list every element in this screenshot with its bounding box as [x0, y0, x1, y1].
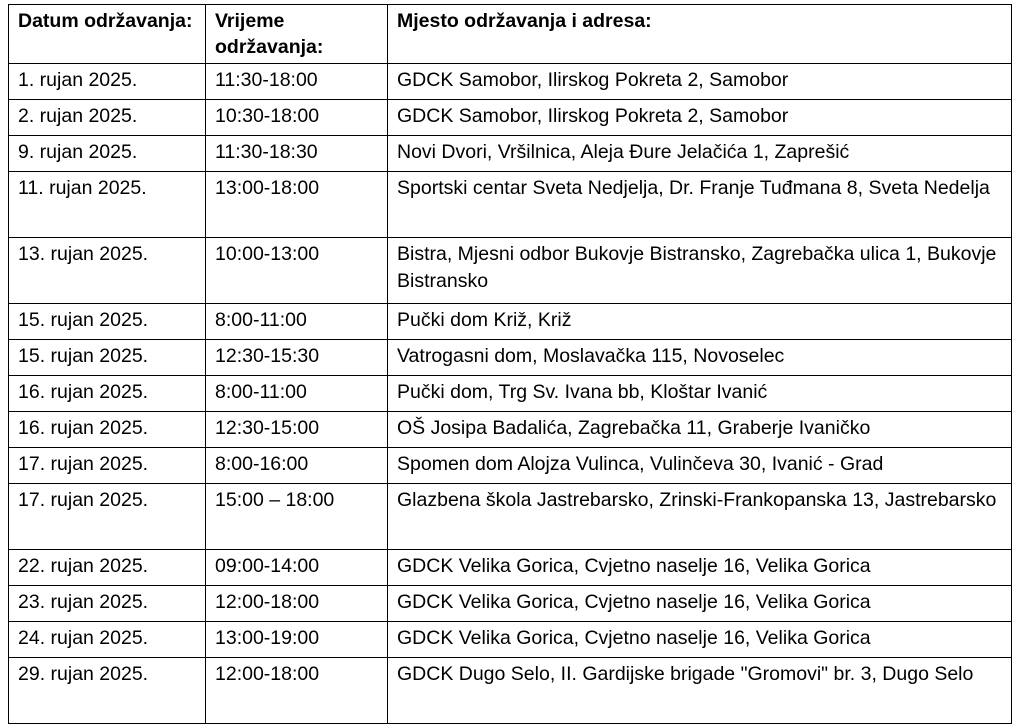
date-cell: 24. rujan 2025. [9, 622, 206, 658]
time-cell: 8:00-11:00 [206, 304, 388, 340]
header-time: Vrijeme održavanja: [206, 5, 388, 64]
place-cell: GDCK Velika Gorica, Cvjetno naselje 16, Velika Gorica [388, 586, 1012, 622]
header-date: Datum održavanja: [9, 5, 206, 64]
date-cell: 23. rujan 2025. [9, 586, 206, 622]
header-place: Mjesto održavanja i adresa: [388, 5, 1012, 64]
place-cell: GDCK Velika Gorica, Cvjetno naselje 16, Velika Gorica [388, 622, 1012, 658]
table-row [9, 484, 1012, 550]
table-row [9, 586, 1012, 622]
date-cell: 17. rujan 2025. [9, 484, 206, 550]
table-row [9, 64, 1012, 100]
table-row [9, 550, 1012, 586]
table-row [9, 100, 1012, 136]
date-cell: 15. rujan 2025. [9, 304, 206, 340]
table-row [9, 376, 1012, 412]
time-cell: 12:30-15:30 [206, 340, 388, 376]
date-cell: 29. rujan 2025. [9, 658, 206, 724]
place-cell: OŠ Josipa Badalića, Zagrebačka 11, Graberje Ivaničko [388, 412, 1012, 448]
time-cell: 12:00-18:00 [206, 586, 388, 622]
time-cell: 13:00-19:00 [206, 622, 388, 658]
table-row [9, 304, 1012, 340]
time-cell: 11:30-18:00 [206, 64, 388, 100]
place-cell: Bistra, Mjesni odbor Bukovje Bistransko, Zagrebačka ulica 1, Bukovje Bistransko [388, 238, 1012, 304]
date-cell: 16. rujan 2025. [9, 412, 206, 448]
place-cell: Novi Dvori, Vršilnica, Aleja Đure Jelačića 1, Zaprešić [388, 136, 1012, 172]
table-row [9, 238, 1012, 304]
place-cell: GDCK Dugo Selo, II. Gardijske brigade "Gromovi" br. 3, Dugo Selo [388, 658, 1012, 724]
table-row [9, 658, 1012, 724]
time-cell: 8:00-11:00 [206, 376, 388, 412]
date-cell: 16. rujan 2025. [9, 376, 206, 412]
date-cell: 9. rujan 2025. [9, 136, 206, 172]
time-cell: 09:00-14:00 [206, 550, 388, 586]
time-cell: 12:00-18:00 [206, 658, 388, 724]
table-row [9, 448, 1012, 484]
date-cell: 13. rujan 2025. [9, 238, 206, 304]
date-cell: 2. rujan 2025. [9, 100, 206, 136]
time-cell: 8:00-16:00 [206, 448, 388, 484]
table-row [9, 136, 1012, 172]
date-cell: 22. rujan 2025. [9, 550, 206, 586]
place-cell: GDCK Samobor, Ilirskog Pokreta 2, Samobor [388, 64, 1012, 100]
date-cell: 11. rujan 2025. [9, 172, 206, 238]
header-row [9, 5, 1012, 64]
place-cell: Spomen dom Alojza Vulinca, Vulinčeva 30, Ivanić - Grad [388, 448, 1012, 484]
place-cell: Vatrogasni dom, Moslavačka 115, Novoselec [388, 340, 1012, 376]
date-cell: 1. rujan 2025. [9, 64, 206, 100]
time-cell: 10:00-13:00 [206, 238, 388, 304]
table-row [9, 622, 1012, 658]
date-cell: 17. rujan 2025. [9, 448, 206, 484]
place-cell: Pučki dom Križ, Križ [388, 304, 1012, 340]
time-cell: 10:30-18:00 [206, 100, 388, 136]
place-cell: Glazbena škola Jastrebarsko, Zrinski-Frankopanska 13, Jastrebarsko [388, 484, 1012, 550]
place-cell: Sportski centar Sveta Nedjelja, Dr. Franje Tuđmana 8, Sveta Nedelja [388, 172, 1012, 238]
table-row [9, 340, 1012, 376]
time-cell: 15:00 – 18:00 [206, 484, 388, 550]
place-cell: GDCK Velika Gorica, Cvjetno naselje 16, Velika Gorica [388, 550, 1012, 586]
place-cell: GDCK Samobor, Ilirskog Pokreta 2, Samobor [388, 100, 1012, 136]
table-row [9, 412, 1012, 448]
schedule-table [8, 4, 1012, 724]
time-cell: 13:00-18:00 [206, 172, 388, 238]
table-row [9, 172, 1012, 238]
time-cell: 12:30-15:00 [206, 412, 388, 448]
time-cell: 11:30-18:30 [206, 136, 388, 172]
date-cell: 15. rujan 2025. [9, 340, 206, 376]
place-cell: Pučki dom, Trg Sv. Ivana bb, Kloštar Ivanić [388, 376, 1012, 412]
